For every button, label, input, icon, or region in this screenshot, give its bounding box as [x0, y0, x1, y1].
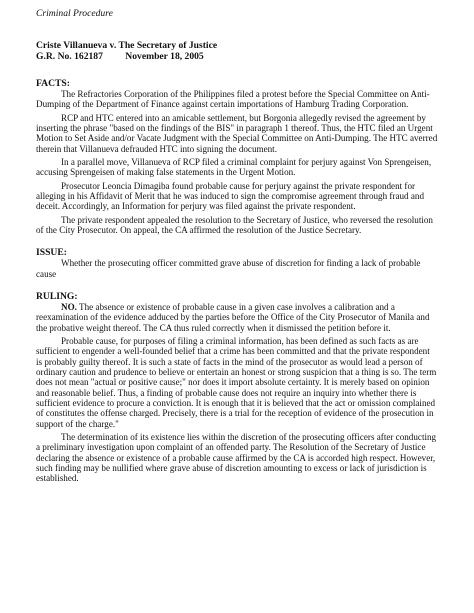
ruling-paragraph: The determination of its existence lies within the discretion of the prosecuting officers after conducting a preliminary investigation upon complaint of an offended party. The Resolution of the Secretary of Justice declaring the absence or existence of a probable cause affirmed by the CA is accorded high respect. However, such finding may be nullified where grave abuse of discretion amounting to excess or lack of jurisdiction is established.: [36, 432, 437, 484]
issue-paragraph: Whether the prosecuting officer committed grave abuse of discretion for finding a lack of probable cause: [36, 258, 421, 279]
ruling-heading: RULING:: [36, 290, 78, 302]
facts-paragraph: The Refractories Corporation of the Philippines filed a protest before the Special Committee on Anti-Dumping of the Department of Finance against certain importations of Hamburg Trading Corporation.: [36, 88, 430, 110]
facts-heading: FACTS:: [36, 77, 70, 89]
ruling-paragraph: Probable cause, for purposes of filing a criminal information, has been defined as such facts as are sufficient to engender a well-founded belief that a crime has been committed and that the private respondent is probably guilty thereof. It is such a state of facts in the mind of the prosecutor as would lead a person of ordinary caution and prudence to believe or entertain an honest or strong suspicion that a thing is so. The term does not mean "actual or positive cause;" nor does it import absolute certainty. It is merely based on opinion and reasonable belief. Thus, a finding of probable cause does not require an inquiry into whether there is sufficient evidence to procure a conviction. It is enough that it is believed that the act or omission complained of constitutes the offense charged. Precisely, there is a trial for the reception of evidence of the prosecution in support of the charge.": [36, 336, 437, 429]
case-date: November 18, 2005: [125, 51, 204, 63]
ruling-answer: NO.: [61, 301, 77, 312]
ruling-section: [36, 291, 438, 484]
gr-number: G.R. No. 162187: [36, 51, 103, 63]
ruling-first-paragraph-text: The absence or existence of probable cause in a given case involves a calibration and a reexamination of the evidence adduced by the parties before the Office of the City Prosecutor of Manila and the probative weight thereof. The CA thus ruled correctly when it dismissed the petition before it.: [36, 301, 430, 333]
facts-paragraph: RCP and HTC entered into an amicable settlement, but Borgonia allegedly revised the agreement by inserting the phrase "based on the findings of the BIS" in paragraph 1 thereof. Thus, the HTC filed an Urgent Motion to Set Aside and/or Vacate Judgment with the Special Committee on Anti-Dumping. The HTC averred therein that Villanueva defrauded HTC into signing the document.: [36, 112, 438, 154]
facts-paragraph: The private respondent appealed the resolution to the Secretary of Justice, who reversed the resolution of the City Prosecutor. On appeal, the CA affirmed the resolution of the Justice Secretary.: [36, 214, 433, 235]
running-header: Criminal Procedure: [36, 8, 113, 19]
facts-paragraph: In a parallel move, Villanueva of RCP filed a criminal complaint for perjury against Von Sprengeisen, accusing Sprengeisen of making false statements in the Urgent Motion.: [36, 156, 432, 178]
facts-paragraph: Prosecutor Leoncia Dimagiba found probable cause for perjury against the private respondent for alleging in his Affidavit of Merit that he was induced to sign the compromise agreement through fraud and deceit. Accordingly, an Information for perjury was filed against the private respondent.: [36, 180, 424, 212]
case-title: Criste Villanueva v. The Secretary of Justice: [36, 40, 218, 51]
ruling-paragraph: [36, 302, 438, 333]
issue-heading: ISSUE:: [36, 247, 67, 259]
case-citation: [36, 51, 438, 62]
facts-section: [36, 78, 438, 235]
issue-section: [36, 247, 438, 279]
